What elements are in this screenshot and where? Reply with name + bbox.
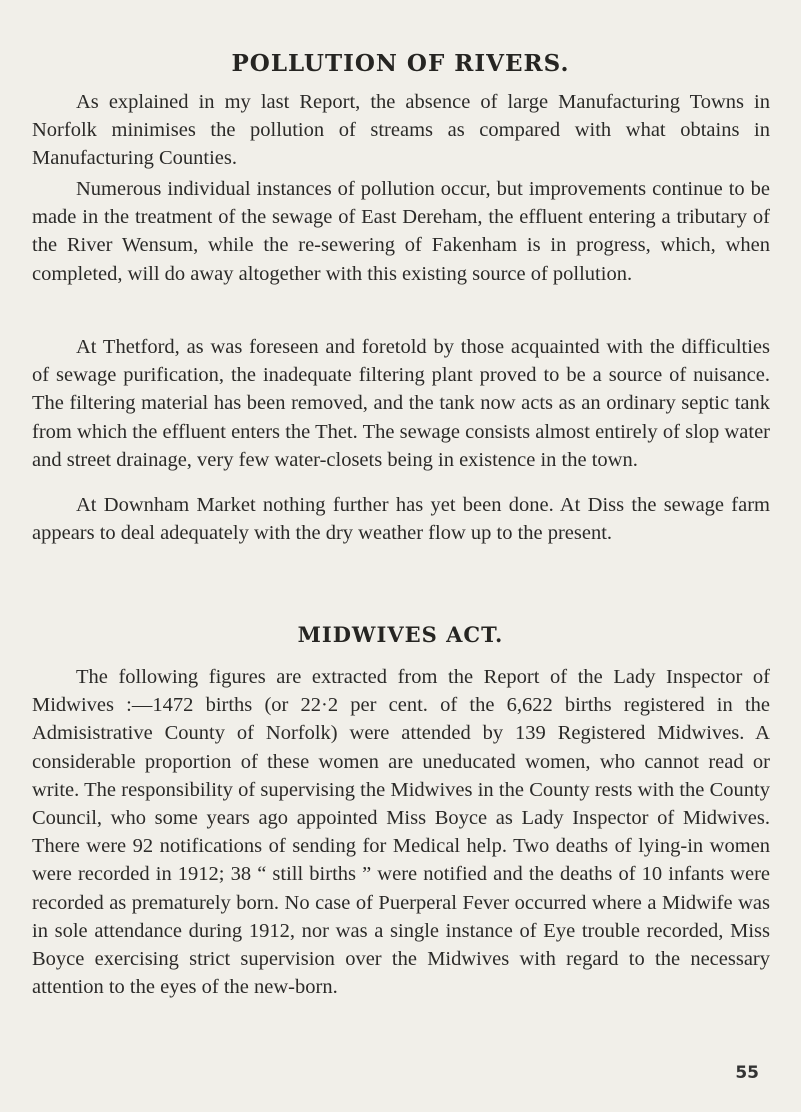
midwives-act-heading: MIDWIVES ACT.: [297, 622, 504, 647]
pollution-of-rivers-heading: POLLUTION OF RIVERS.: [231, 50, 570, 77]
midwives-paragraph-1: The following figures are extracted from the Report of the Lady Inspector of Midwives :—1472 births (or 22·2 per cent. of the 6,622 births registered in the Admisistrative County of Norfolk) were attended by 139 Registered Midwives. A considerable proportion of these women are uneducated women, who cannot read or write. The responsibility of supervising the Midwives in the County rests with the County Council, who some years ago appointed Miss Boyce as Lady Inspector of Midwives. There were 92 notifications of sending for Medical help. Two deaths of lying-in women were recorded in 1912; 38 “ still births ” were notified and the deaths of 10 infants were recorded as prematurely born. No case of Puerperal Fever occurred where a Midwife was in sole attendance during 1912, nor was a single instance of Eye trouble recorded, Miss Boyce exercising strict supervision over the Midwives with regard to the necessary attention to the eyes of the new-born.: [32, 666, 770, 999]
pollution-paragraph-3: At Thetford, as was foreseen and foretold by those acquainted with the difficulties of sewage purification, the inadequate filtering plant proved to be a source of nuisance. The filtering material has been removed, and the tank now acts as an ordinary septic tank from which the effluent enters the Thet. The sewage consists almost entirely of slop water and street drainage, very few water-closets being in existence in the town.: [32, 336, 770, 471]
pollution-paragraph-1: As explained in my last Report, the absence of large Manufacturing Towns in Norfolk minimises the pollution of streams as compared with what obtains in Manufacturing Counties.: [32, 91, 770, 170]
page-number: 55: [735, 1063, 759, 1083]
pollution-paragraph-4: At Downham Market nothing further has yet been done. At Diss the sewage farm appears to deal adequately with the dry weather flow up to the present.: [32, 494, 770, 545]
pollution-paragraph-2: Numerous individual instances of pollution occur, but improvements continue to be made in the treatment of the sewage of East Dereham, the effluent entering a tributary of the River Wensum, while the re-sewering of Fakenham is in progress, which, when completed, will do away altogether with this existing source of pollution.: [32, 178, 770, 285]
